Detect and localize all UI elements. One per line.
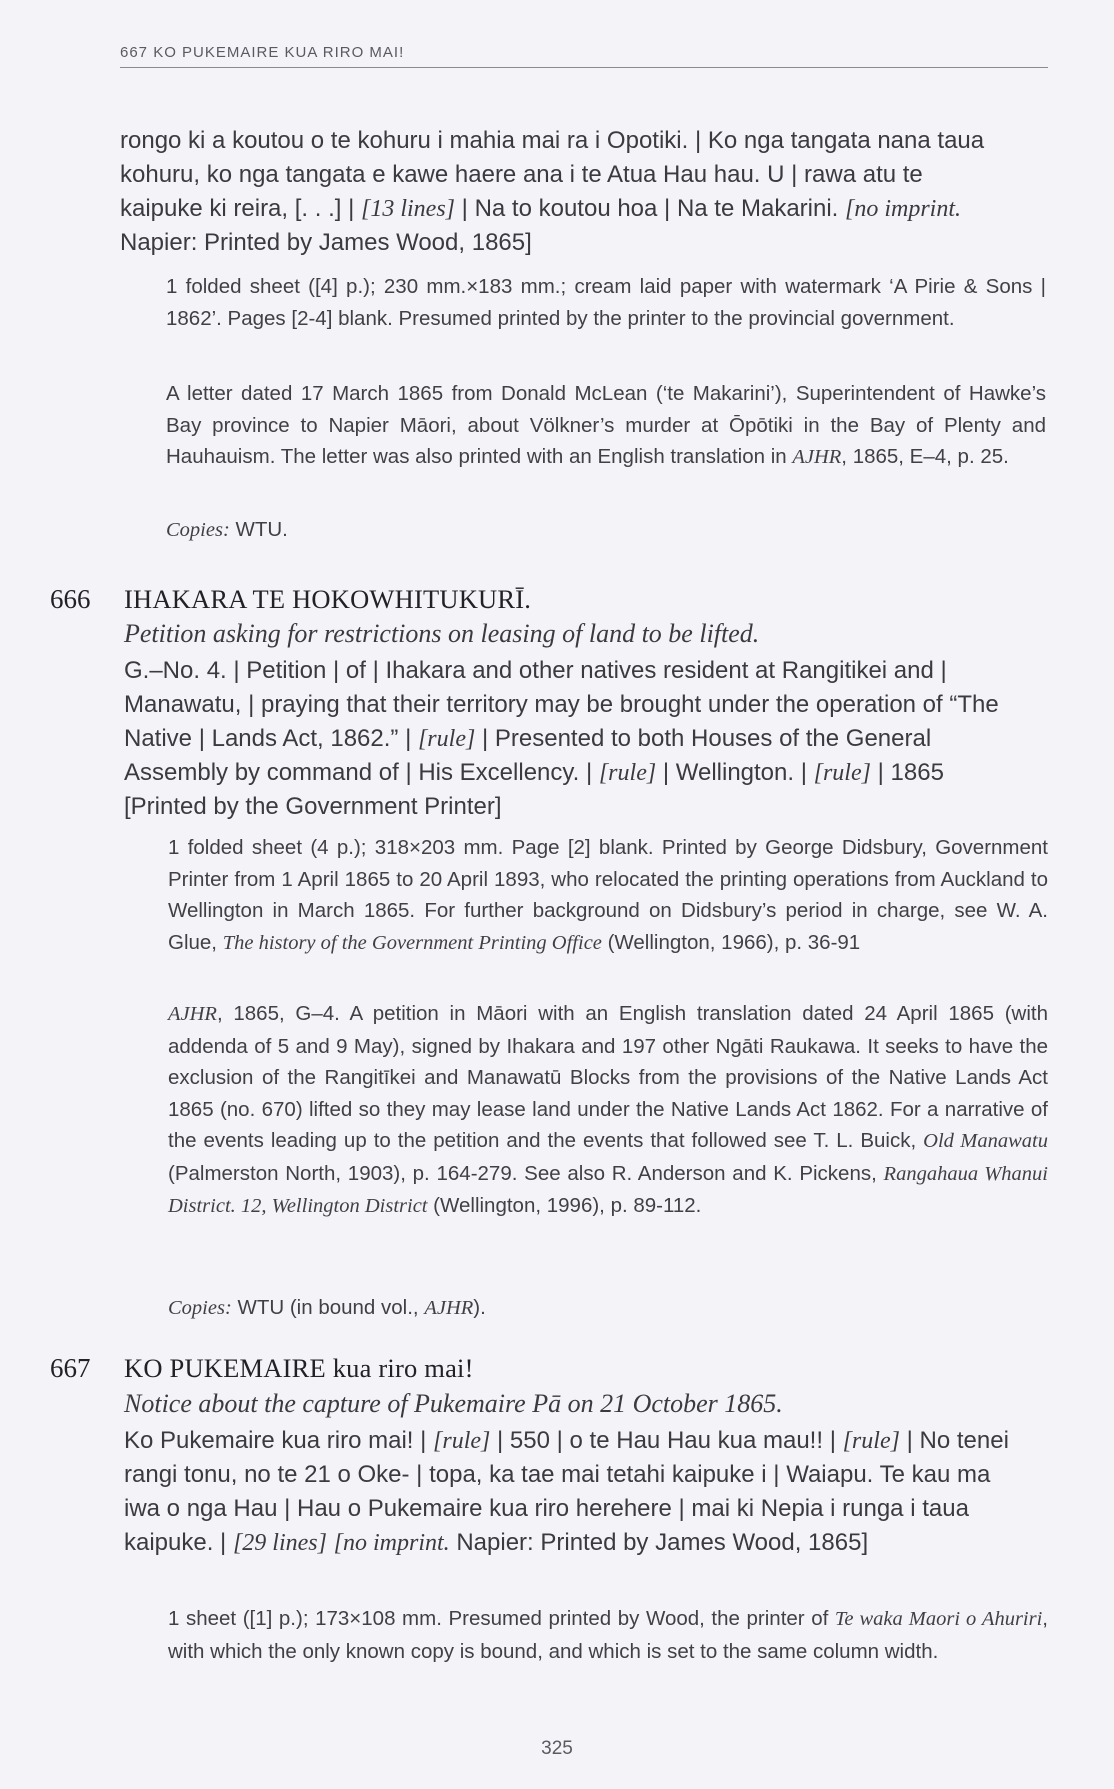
note-italic: AJHR [168,1003,217,1025]
body-italic: [rule] [598,760,657,786]
page-number: 325 [541,1738,573,1759]
body-italic: [29 lines] [232,1530,327,1556]
note-text: 1 sheet ([1] p.); 173×108 mm. Presumed printed by Wood, the printer of [168,1607,835,1630]
note-text: (Palmerston North, 1903), p. 164-279. See also R. Anderson and K. Pickens, [168,1161,884,1185]
note-italic: Rangahaua Whanui District. 12, Wellington District [168,1162,1049,1217]
body-text [327,1529,334,1556]
body-text: Napier: Printed by James Wood, 1865] [449,1529,869,1556]
note-italic: Old Manawatu [923,1130,1048,1152]
entry-heading: IHAKARA TE HOKOWHITUKURĪ. [124,584,532,614]
entry-666-physical-note [168,832,1048,959]
copies-italic: AJHR [424,1297,474,1319]
entry-subtitle: Notice about the capture of Pukemaire Pā on 21 October 1865. [124,1389,783,1418]
note-italic: Te waka Maori o Ahuriri [834,1608,1043,1630]
entry-666-copies [168,1296,486,1320]
entry-subtitle: Petition asking for restrictions on leasing of land to be lifted. [124,619,760,648]
body-italic: [no imprint. [333,1530,450,1556]
note-text: (Wellington, 1966), p. 36-91 [601,930,861,954]
copies-value: WTU (in bound vol., [231,1296,425,1319]
body-text: rongo ki a koutou o te kohuru i mahia mai ra i Opotiki. | Ko nga tangata nana taua kohuru, ko nga tangata e kawe haere ana i te Atua Hau hau. U | rawa atu te kaipuke ki reira, [. . .] | [120,127,985,222]
body-text: | Wellington. | [656,759,814,786]
entry-number: 666 [50,584,91,614]
note-italic: AJHR [792,446,842,468]
body-text: | 550 | o te Hau Hau kua mau!! | [490,1427,843,1454]
body-text: | Na to koutou hoa | Na te Makarini. [455,195,845,222]
entry-665-content-note [166,378,1046,474]
entry-667-body [124,1424,1014,1560]
entry-665-physical-note: 1 folded sheet ([4] p.); 230 mm.×183 mm.; cream laid paper with watermark ‘A Pirie & Sons | 1862’. Pages [2-4] blank. Presumed printed by the printer to the provincial government. [166,275,1046,330]
entry-number: 667 [50,1353,91,1383]
copies-label: Copies: [166,519,230,541]
note-italic: The history of the Government Printing Office [222,931,602,954]
body-text: Napier: Printed by James Wood, 1865] [120,229,532,256]
body-italic: [rule] [813,760,871,786]
body-italic: [13 lines] [360,196,455,222]
body-text: | Presented to both Houses of the General Assembly by command of | His Excellency. | [124,725,932,786]
copies-value: ). [473,1296,486,1319]
body-text: | No tenei rangi tonu, no te 21 o Oke- | topa, ka tae mai tetahi kaipuke i | Waiapu. Te kau ma iwa o nga Hau | Hau o Pukemaire kua riro herehere | mai ki Nepia i runga i taua kaipuke. | [124,1427,1009,1556]
entry-667-physical-note [168,1603,1048,1667]
entry-heading: KO PUKEMAIRE kua riro mai! [124,1353,474,1383]
body-text: G.–No. 4. | Petition | of | Ihakara and other natives resident at Rangitikei and | Manawatu, | praying that their territory may be brought under the operation of “The Native | Lands Act, 1862.” | [124,657,999,752]
entry-665-copies [166,518,288,542]
entry-666-body [124,654,1014,824]
body-text: | 1865 [Printed by the Government Printer] [124,759,944,820]
copies-value: WTU. [229,518,288,541]
note-text: A letter dated 17 March 1865 from Donald McLean (‘te Makarini’), Superintendent of Hawke’s Bay province to Napier Māori, about Völkner’s murder at Ōpōtiki in the Bay of Plenty and Hauhauism. The letter was also printed with an English translation in [166,382,1046,468]
note-text: 1 folded sheet (4 p.); 318×203 mm. Page [2] blank. Printed by George Didsbury, Government Printer from 1 April 1865 to 20 April 1893, who relocated the printing operations from Auckland to Wellington in March 1865. For further background on Didsbury’s period in charge, see W. A. Glue, [168,836,1048,954]
entry-665-body [120,124,1010,260]
body-text: Ko Pukemaire kua riro mai! | [124,1427,434,1454]
body-italic: [no imprint. [845,196,962,222]
copies-label: Copies: [168,1297,232,1319]
body-italic: [rule] [433,1428,491,1454]
note-text: , 1865, E–4, p. 25. [841,445,1009,468]
note-text: , with which the only known copy is bound, and which is set to the same column width. [168,1607,1048,1663]
body-italic: [rule] [842,1428,900,1454]
note-text: , 1865, G–4. A petition in Māori with an English translation dated 24 April 1865 (with addenda of 5 and 9 May), signed by Ihakara and 197 other Ngāti Raukawa. It seeks to have the exclusion of the Rangitīkei and Manawatū Blocks from the provisions of the Native Lands Act 1865 (no. 670) lifted so they may lease land under the Native Lands Act 1862. For a narrative of the events leading up to the petition and the events that followed see T. L. Buick, [168,1002,1048,1152]
entry-666-content-note [168,998,1048,1223]
running-head: 667 KO PUKEMAIRE KUA RIRO MAI! [120,44,1048,68]
body-italic: [rule] [417,726,476,752]
note-text: (Wellington, 1996), p. 89-112. [427,1194,702,1217]
